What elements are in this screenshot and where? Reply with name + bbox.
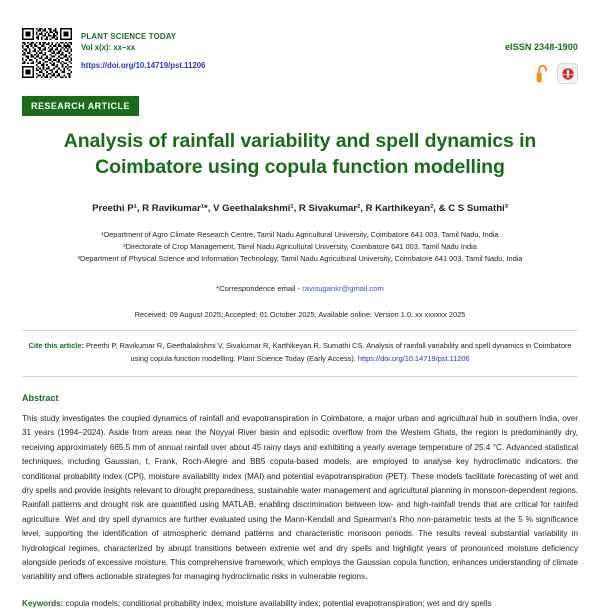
masthead-left [22, 28, 205, 78]
citation-block [22, 340, 578, 365]
masthead [22, 0, 578, 84]
journal-volume: Vol x(x): xx–xx [81, 43, 136, 53]
affiliation-item: ³Department of Physical Science and Information Technology, Tamil Nadu Agricultural University, Coimbatore 641 003, Tamil Nadu, India [77, 254, 523, 264]
affiliation-item: ²Directorate of Crop Management, Tamil Nadu Agricultural University, Coimbatore 641 003, Tamil Nadu India [123, 242, 477, 252]
affiliation-item: ¹Department of Agro Climate Research Centre, Tamil Nadu Agricultural University, Coimbatore 641 003, Tamil Nadu, India [101, 230, 499, 240]
affiliation-list [22, 229, 578, 265]
divider-below-citation [22, 376, 578, 377]
eissn-label: eISSN 2348-1900 [504, 42, 578, 52]
journal-doi-link[interactable]: https://doi.org/10.14719/pst.11206 [81, 61, 206, 71]
citation-doi-link[interactable]: https://doi.org/10.14719/pst.11206 [357, 353, 470, 363]
correspondence-line [22, 284, 578, 293]
page-title: Analysis of rainfall variability and spell dynamics in Coimbatore using copula function modelling [63, 130, 537, 178]
article-type-badge: RESEARCH ARTICLE [22, 96, 139, 116]
citation-text: Preethi P, Ravikumar R, Geethalakshmi V, Sivakumar R, Karthikeyan R, Sumathi CS. Analysis of rainfall variability and spell dynamics in Coimbatore using copula function modelling. Plant Science Today (Early Access). [83, 341, 572, 363]
correspondence-email-link[interactable]: ravisugankr@gmail.com [302, 284, 384, 294]
journal-info [81, 28, 205, 76]
publication-dates: Received: 09 August 2025; Accepted: 01 October 2025; Available online: Version 1.0: xx xxxxxx 2025 [134, 310, 466, 320]
abstract-text: This study investigates the coupled dynamics of rainfall and evapotranspiration in Coimbatore, a major urban and agricultural hub in southern India, over 31 years (1994–2024). Aside from areas near the Noyyal River basin and episodic overflow from the Western Ghats, the region is predominantly dry, receiving approximately 665.5 mm of annual rainfall over about 45 rainy days and exhibiting a yearly average temperature of 25.4 °C. Advanced statistical techniques, including Gaussian, t, Frank, Roch-Alegre and BB5 copula-based models, are employed to analyse key hydroclimatic indicators: the conditional probability index (CPI), moisture availability index (MAI) and potential evapotranspiration (PET). These models facilitate forecasting of wet and dry spells and provide insights relevant to drought preparedness, sustainable water management and agricultural planning in monsoon-dependent regions. Rainfall patterns and drought risk are quantified using MATLAB, enabling discrimination between low- and high-rainfall trends that are critical for rainfed agriculture. Wet and dry spell dynamics are further evaluated using the Mann-Kendall and Spearman's Rho non-parametric tests at the 5 % significance level, supporting the identification of atmospheric demand patterns and characteristic monsoon periods. The results reveal substantial variability in hydrological regimes, characterized by abrupt transitions between extreme wet and dry spells and highlight years of pronounced moisture deficiency alongside periods of excessive moisture. This comprehensive framework, which employs the Gaussian copula function, enhances understanding of climate variability and offers actionable strategies for managing hydroclimatic risks in vulnerable regions. [22, 414, 578, 582]
badge-row [505, 63, 578, 84]
author-list: Preethi P¹, R Ravikumar¹*, V Geethalakshmi¹, R Sivakumar², R Karthikeyan², & C S Sumathi³ [92, 203, 508, 215]
crossmark-badge-icon[interactable] [557, 63, 578, 84]
masthead-right [505, 28, 578, 84]
qr-code-icon [22, 28, 72, 78]
divider-above-citation [22, 330, 578, 331]
keywords-text: copula models; conditional probability index; moisture availability index; potential evapotranspiration; wet and dry spells [63, 598, 492, 608]
open-access-lock-icon[interactable] [535, 63, 550, 84]
keywords-label: Keywords: [22, 598, 64, 608]
cite-this-article-label: Cite this article: [28, 341, 84, 351]
correspondence-label: *Correspondence email - [216, 284, 303, 294]
journal-name: PLANT SCIENCE TODAY [81, 32, 177, 41]
abstract-heading: Abstract [22, 393, 59, 403]
